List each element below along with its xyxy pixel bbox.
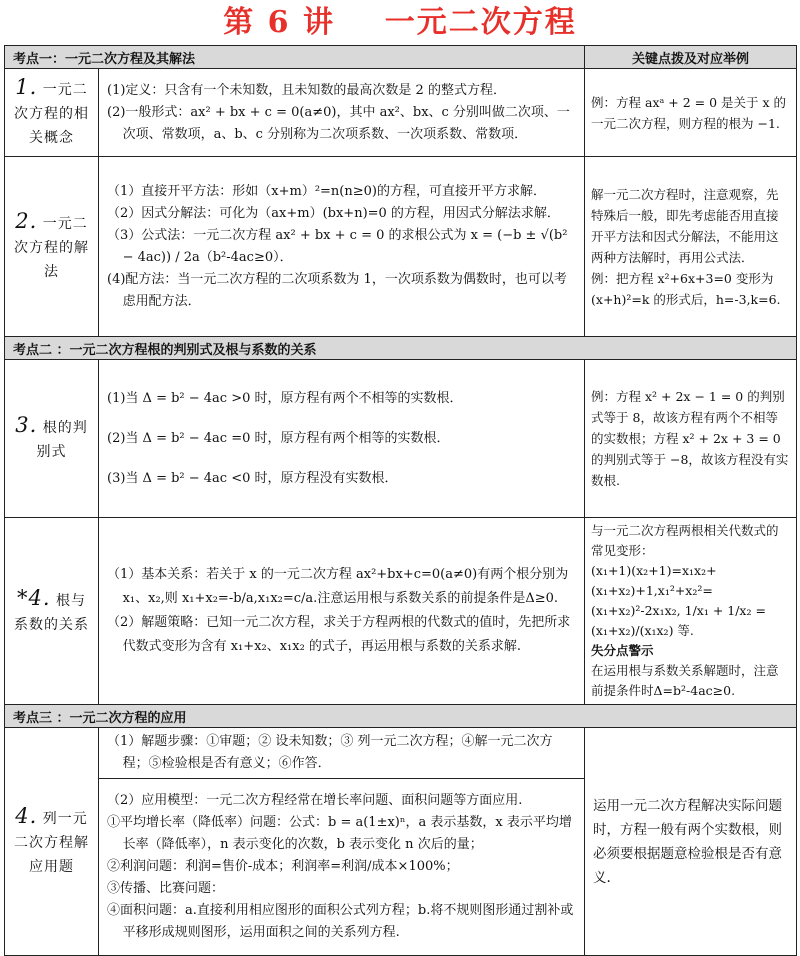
- body-line: (1)定义：只含有一个未知数，且未知数的最高次数是 2 的整式方程．: [107, 82, 506, 98]
- section-header-3: [5, 705, 797, 728]
- row-name: 列一元二次方程解应用题: [14, 811, 89, 875]
- row-name-cell: [5, 69, 99, 157]
- table-row: [5, 69, 797, 157]
- body-line: ③传播、比赛问题：: [107, 881, 225, 896]
- row-name-cell: [5, 728, 99, 956]
- note-line: 在运用根与系数关系解题时，注意前提条件时Δ=b²-4ac≥0.: [591, 663, 779, 698]
- right-column-header: 关键点拨及对应举例: [585, 46, 797, 69]
- note-line: 解一元二次方程时，注意观察，先特殊后一般，即先考虑能否用直接开平方法和因式分解法，不能用这两种方法解时，再用公式法．: [591, 186, 779, 265]
- note-line: 例：方程 x² + 2x − 1 = 0 的判别式等于 8，故该方程有两个不相等的实数根；方程 x² + 2x + 3 = 0 的判别式等于 −8，故该方程没有实数根.: [591, 389, 789, 488]
- body-line: (4)配方法：当一元二次方程的二次项系数为 1，一次项系数为偶数时，也可以考虑用配方法．: [107, 271, 567, 309]
- row-name: 根与系数的关系: [14, 592, 89, 633]
- note-line: 例：方程 axᵃ + 2 = 0 是关于 x 的一元二次方程，则方程的根为 −1.: [591, 94, 787, 131]
- row-number: 2.: [15, 209, 38, 233]
- row-name: 一元二次方程的相关概念: [14, 82, 89, 146]
- body-line: (2)当 Δ = b² − 4ac =0 时，原方程有两个相等的实数根．: [107, 430, 450, 446]
- row-note: [585, 518, 797, 705]
- row-number: 3.: [15, 413, 38, 437]
- row-body: [99, 360, 585, 518]
- note-line: 例：把方程 x²+6x+3=0 变形为 (x+h)²=k 的形式后，h=-3,k=6.: [591, 270, 781, 307]
- body-line: (3)当 Δ = b² − 4ac <0 时，原方程没有实数根．: [107, 470, 398, 486]
- note-line: 运用一元二次方程解决实际问题时，方程一般有两个实数根，则必须要根据题意检验根是否有意义.: [593, 797, 783, 886]
- note-line: (x₁+1)(x₂+1)=x₁x₂+(x₁+x₂)+1,x₁²+x₂²=(x₁+x₂)²-2x₁x₂, 1/x₁ + 1/x₂ = (x₁+x₂)/(x₁x₂) 等.: [591, 563, 766, 638]
- body-line: (2)一般形式：ax² + bx + c = 0(a≠0)，其中 ax²、bx、c 分别叫做二次项、一次项、常数项，a、b、c 分别称为二次项系数、一次项系数、常数项．: [107, 104, 570, 142]
- body-line: （3）公式法：一元二次方程 ax² + bx + c = 0 的求根公式为 x = (−b ± √(b² − 4ac)) / 2a（b²-4ac≥0）．: [107, 227, 568, 265]
- row-name: 一元二次方程的解法: [14, 216, 89, 280]
- row-name: 根的判别式: [36, 420, 88, 460]
- row-body: [99, 157, 585, 337]
- note-line: 与一元二次方程两根相关代数式的常见变形：: [591, 523, 779, 558]
- body-line: （1）基本关系：若关于 x 的一元二次方程 ax²+bx+c=0(a≠0)有两个根分别为 x₁、x₂,则 x₁+x₂=-b/a,x₁x₂=c/a.注意运用根与系数关系的前提条件是Δ≥0.: [107, 567, 569, 606]
- page-title: 第 6 讲 一元二次方程: [223, 5, 577, 40]
- body-line: (1)当 Δ = b² − 4ac >0 时，原方程有两个不相等的实数根．: [107, 390, 463, 406]
- table-row: [5, 360, 797, 518]
- section-title: 考点三 ：一元二次方程的应用: [5, 705, 797, 728]
- body-line: ①平均增长率（降低率）问题：公式：b = a(1±x)ⁿ，a 表示基数，x 表示平均增长率（降低率），n 表示变化的次数，b 表示变化 n 次后的量；: [107, 815, 572, 852]
- section-title: 考点二 ：一元二次方程根的判别式及根与系数的关系: [5, 337, 797, 360]
- knowledge-table: [4, 45, 797, 956]
- table-row: [5, 157, 797, 337]
- body-line: ④面积问题：a.直接利用相应图形的面积公式列方程；b.将不规则图形通过割补或平移形成规则图形，运用面积之间的关系列方程.: [107, 903, 574, 940]
- row-note: [585, 360, 797, 518]
- table-row: [5, 728, 797, 779]
- body-line: ②利润问题：利润=售价-成本；利润率=利润/成本×100%；: [107, 859, 459, 874]
- row-body: [99, 518, 585, 705]
- body-line: （2）解题策略：已知一元二次方程，求关于方程两根的代数式的值时，先把所求代数式变形为含有 x₁+x₂、x₁x₂ 的式子，再运用根与系数的关系求解.: [107, 615, 571, 654]
- body-line: （1）直接开平方法：形如（x+m）²=n(n≥0)的方程，可直接开平方求解．: [107, 183, 546, 199]
- warning-title: 失分点警示: [591, 643, 654, 658]
- body-line: （1）解题步骤：①审题；② 设未知数；③ 列一元二次方程；④解一元二次方程；⑤检验根是否有意义；⑥作答．: [107, 734, 553, 771]
- row-note: [585, 728, 797, 956]
- row-body: [99, 69, 585, 157]
- row-name-cell: [5, 518, 99, 705]
- row-name-cell: [5, 360, 99, 518]
- body-line: （2）因式分解法：可化为（ax+m）(bx+n)=0 的方程，用因式分解法求解．: [107, 205, 560, 221]
- section-header-2: [5, 337, 797, 360]
- section-header-1: [5, 46, 797, 69]
- row-number: *4.: [17, 585, 51, 610]
- row-number: 4.: [15, 804, 38, 828]
- section-title: 考点一：一元二次方程及其解法: [5, 46, 585, 69]
- row-body: [99, 728, 585, 779]
- body-line: （2）应用模型：一元二次方程经常在增长率问题、面积问题等方面应用.: [107, 793, 523, 808]
- row-name-cell: [5, 157, 99, 337]
- table-row: [5, 518, 797, 705]
- row-note: [585, 157, 797, 337]
- row-note: [585, 69, 797, 157]
- row-body: [99, 779, 585, 956]
- row-number: 1.: [15, 75, 38, 99]
